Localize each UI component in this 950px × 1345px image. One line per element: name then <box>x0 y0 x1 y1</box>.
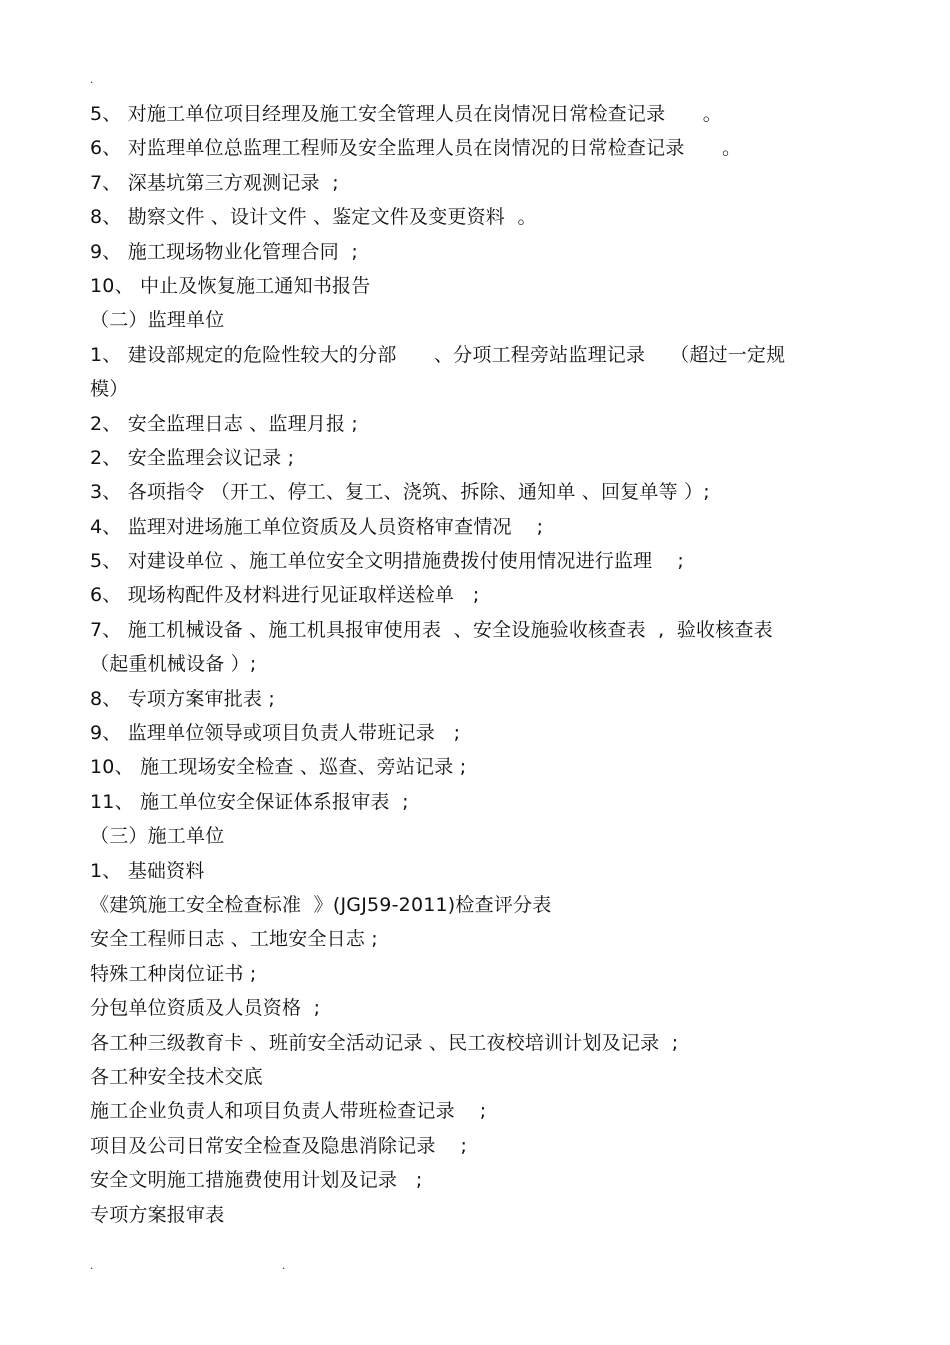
text-line: 7、 施工机械设备 、施工机具报审使用表 、安全设施验收核查表 , 验收核查表 <box>90 618 773 641</box>
text-line: 各工种安全技术交底 <box>90 1065 263 1088</box>
text-line: 8、 勘察文件 、设计文件 、鉴定文件及变更资料 。 <box>90 206 537 229</box>
text-line: 10、 施工现场安全检查 、巡查、旁站记录 ; <box>90 756 467 779</box>
text-line: 6、 现场构配件及材料进行见证取样送检单 ; <box>90 584 480 607</box>
section-heading: （二）监理单位 <box>90 309 225 332</box>
top-dot-mark: . <box>90 75 94 86</box>
text-line: 9、 施工现场物业化管理合同 ; <box>90 240 359 263</box>
document-body <box>90 97 865 1232</box>
text-line: 安全文明施工措施费使用计划及记录 ; <box>90 1169 423 1192</box>
text-line: 8、 专项方案审批表 ; <box>90 687 275 710</box>
text-line: 5、 对建设单位 、施工单位安全文明措施费拨付使用情况进行监理 ; <box>90 550 684 573</box>
text-line: 2、 安全监理日志 、监理月报 ; <box>90 412 359 435</box>
text-line: 《建筑施工安全检查标准 》(JGJ59-2011)检查评分表 <box>90 893 552 916</box>
text-line: 10、 中止及恢复施工通知书报告 <box>90 274 371 297</box>
section-heading: （三）施工单位 <box>90 825 225 848</box>
text-line: 项目及公司日常安全检查及隐患消除记录 ; <box>90 1134 468 1157</box>
text-line: 特殊工种岗位证书 ; <box>90 962 257 985</box>
text-line: 7、 深基坑第三方观测记录 ; <box>90 171 339 194</box>
text-line: 模） <box>90 378 129 401</box>
text-line: 各工种三级教育卡 、班前安全活动记录 、民工夜校培训计划及记录 ; <box>90 1031 679 1054</box>
bottom-left-dot-mark: . <box>90 1261 94 1272</box>
text-line: 4、 监理对进场施工单位资质及人员资格审查情况 ; <box>90 515 544 538</box>
bottom-right-dot-mark: . <box>282 1261 286 1272</box>
text-line: 专项方案报审表 <box>90 1203 225 1226</box>
text-line: 5、 对施工单位项目经理及施工安全管理人员在岗情况日常检查记录 。 <box>90 103 722 125</box>
text-line: 6、 对监理单位总监理工程师及安全监理人员在岗情况的日常检查记录 。 <box>90 137 742 160</box>
text-line: （起重机械设备 ）; <box>90 653 257 676</box>
text-line: 11、 施工单位安全保证体系报审表 ; <box>90 790 409 813</box>
text-line: 1、 基础资料 <box>90 859 205 882</box>
text-line: 2、 安全监理会议记录 ; <box>90 446 295 469</box>
text-line: 9、 监理单位领导或项目负责人带班记录 ; <box>90 722 461 745</box>
text-line: 3、 各项指令 （开工、停工、复工、浇筑、拆除、通知单 、回复单等 ）; <box>90 481 710 504</box>
text-line: 施工企业负责人和项目负责人带班检查记录 ; <box>90 1100 487 1123</box>
text-line: 分包单位资质及人员资格 ; <box>90 997 321 1020</box>
text-line: 安全工程师日志 、工地安全日志 ; <box>90 928 378 951</box>
text-line: 1、 建设部规定的危险性较大的分部 、分项工程旁站监理记录 （超过一定规 <box>90 343 786 366</box>
